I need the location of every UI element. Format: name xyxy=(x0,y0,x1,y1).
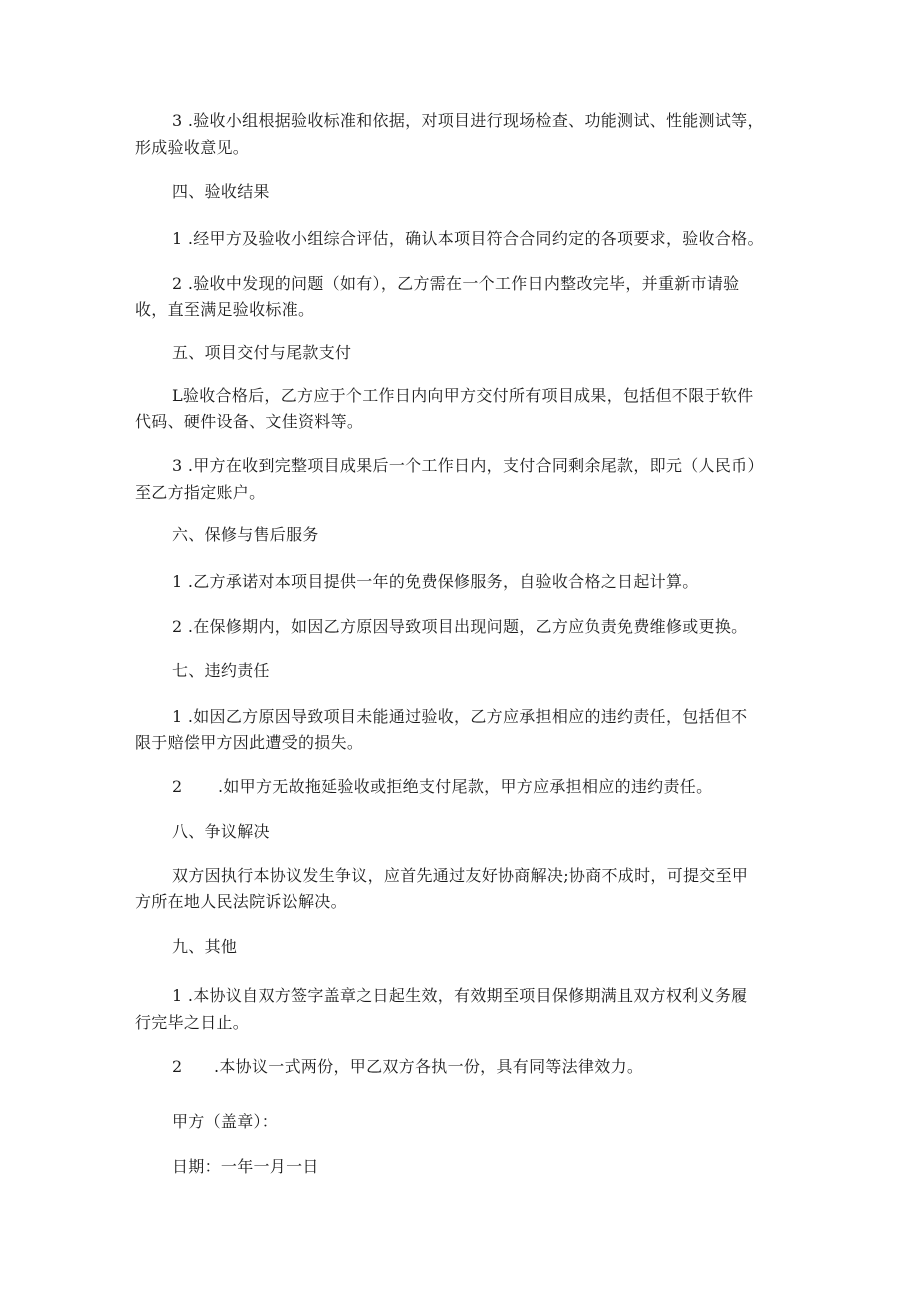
section-9-heading: 九、其他 xyxy=(172,937,238,956)
clause-9-2-text: .本协议一式两份，甲乙双方各执一份，具有同等法律效力。 xyxy=(214,1057,644,1076)
clause-5-3-line-2: 至乙方指定账户。 xyxy=(135,483,266,502)
clause-5-1-line-1: L验收合格后，乙方应于个工作日内向甲方交付所有项目成果，包括但不限于软件 xyxy=(172,386,754,405)
section-4-heading: 四、验收结果 xyxy=(172,182,270,201)
clause-7-1-line-2: 限于赔偿甲方因此遭受的损失。 xyxy=(135,733,364,752)
clause-7-1-line-1: 1 .如因乙方原因导致项目未能通过验收，乙方应承担相应的违约责任，包括但不 xyxy=(172,707,748,726)
clause-7-2-number: 2 xyxy=(172,777,183,796)
clause-3-3-line-1: 3 .验收小组根据验收标准和依据，对项目进行现场检查、功能测试、性能测试等， xyxy=(172,111,764,130)
clause-3-3-line-2: 形成验收意见。 xyxy=(135,138,250,157)
clause-6-1-line-1: 1 .乙方承诺对本项目提供一年的免费保修服务，自验收合格之日起计算。 xyxy=(172,572,699,591)
clause-5-3-line-1: 3 .甲方在收到完整项目成果后一个工作日内，支付合同剩余尾款，即元（人民币） xyxy=(172,456,764,475)
clause-7-2-text: .如甲方无故拖延验收或拒绝支付尾款，甲方应承担相应的违约责任。 xyxy=(218,777,713,796)
clause-4-1-line-1: 1 .经甲方及验收小组综合评估，确认本项目符合合同约定的各项要求，验收合格。 xyxy=(172,229,764,248)
clause-9-1-line-2: 行完毕之日止。 xyxy=(135,1013,250,1032)
section-6-heading: 六、保修与售后服务 xyxy=(172,525,319,544)
clause-4-2-line-2: 收，直至满足验收标准。 xyxy=(135,300,315,319)
date-line: 日期：一年一月一日 xyxy=(172,1157,319,1176)
clause-6-2-line-1: 2 .在保修期内，如因乙方原因导致项目出现问题，乙方应负责免费维修或更换。 xyxy=(172,617,748,636)
clause-9-2-number: 2 xyxy=(172,1057,183,1076)
clause-9-1-line-1: 1 .本协议自双方签字盖章之日起生效，有效期至项目保修期满且双方权利义务履 xyxy=(172,986,748,1005)
party-a-seal-label: 甲方（盖章）： xyxy=(172,1112,279,1131)
section-8-body-line-1: 双方因执行本协议发生争议，应首先通过友好协商解决;协商不成时，可提交至甲 xyxy=(172,866,749,885)
clause-4-2-line-1: 2 .验收中发现的问题（如有），乙方需在一个工作日内整改完毕，并重新市请验 xyxy=(172,274,740,293)
section-5-heading: 五、项目交付与尾款支付 xyxy=(172,343,352,362)
section-7-heading: 七、违约责任 xyxy=(172,661,270,680)
clause-5-1-line-2: 代码、硬件设备、文佳资料等。 xyxy=(135,412,364,431)
section-8-body-line-2: 方所在地人民法院诉讼解决。 xyxy=(135,892,347,911)
section-8-heading: 八、争议解决 xyxy=(172,822,270,841)
